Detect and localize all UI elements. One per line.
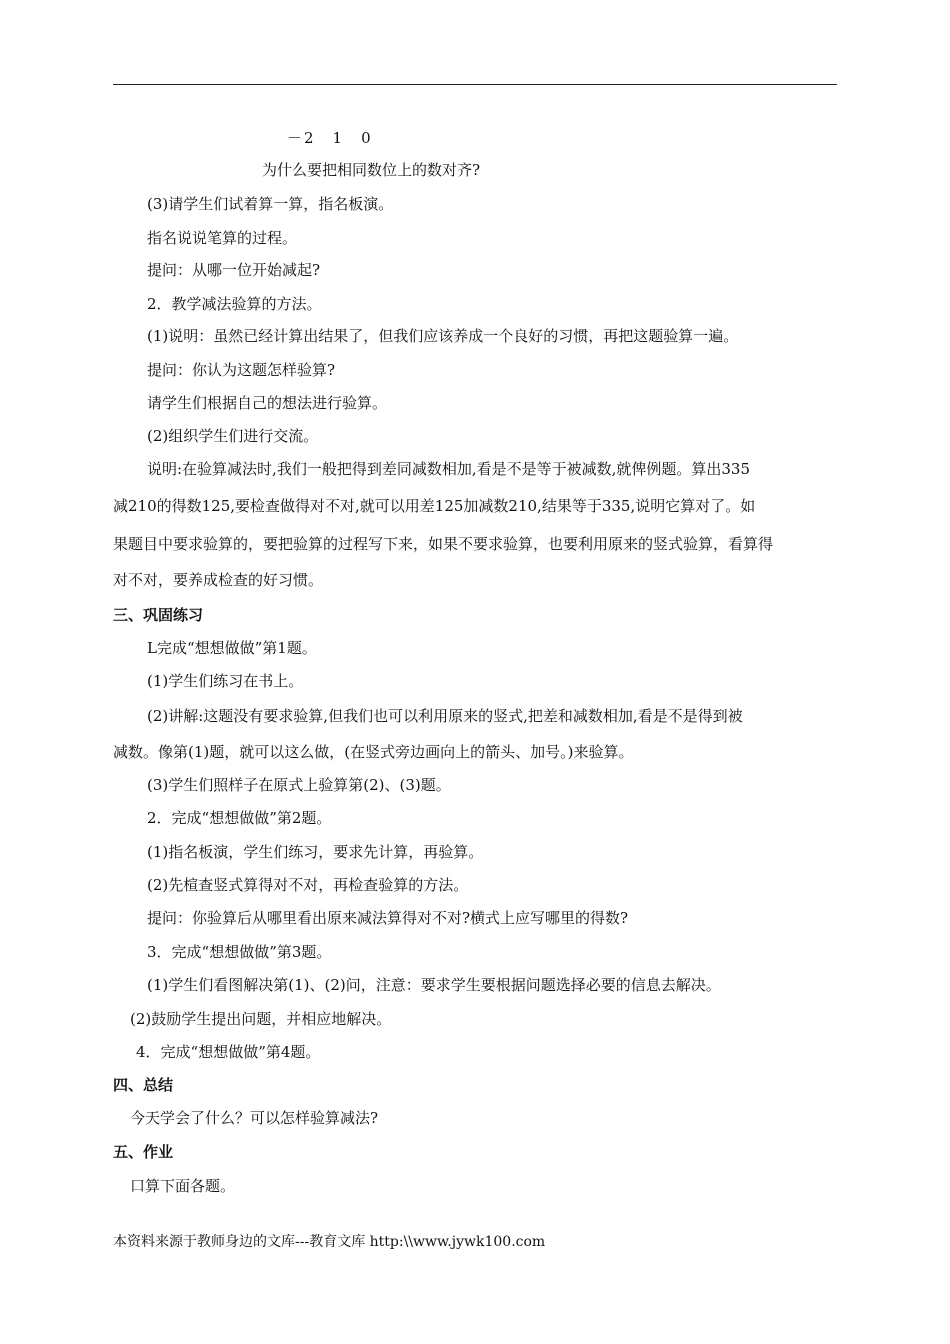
text-line: 提问：你认为这题怎样验算? — [147, 361, 336, 379]
text-line: 对不对，要养成检查的好习惯。 — [113, 571, 324, 589]
footer-source: 本资料来源于教师身边的文库---教育文库 http:\\www.jywk100.com — [113, 1234, 546, 1250]
text-line: 口算下面各题。 — [130, 1177, 236, 1195]
text-line: (2)讲解:这题没有要求验算,但我们也可以利用原来的竖式,把差和减数相加,看是不是得到被 — [147, 707, 743, 725]
text-line: 今天学会了什么？可以怎样验算减法? — [130, 1109, 379, 1127]
text-line: (2)组织学生们进行交流。 — [147, 427, 319, 445]
text-line: (2)先楦查竖式算得对不对，再检查验算的方法。 — [147, 876, 469, 894]
text-line: 减数。像第(1)题，就可以这么做，(在竖式旁边画向上的箭头、加号。)来验算。 — [113, 743, 634, 761]
text-line: 减210的得数125,要检查做得对不对,就可以用差125加减数210,结果等于335,说明它算对了。如 — [113, 497, 756, 515]
text-line: 指名说说笔算的过程。 — [147, 229, 298, 247]
section-heading-summary: 四、总结 — [113, 1076, 174, 1094]
text-line: (1)学生们练习在书上。 — [147, 672, 304, 690]
text-line: 提问：从哪一位开始减起? — [147, 261, 321, 279]
section-heading-homework: 五、作业 — [113, 1143, 174, 1161]
text-line: (2)鼓励学生提出问题，并相应地解决。 — [130, 1010, 392, 1028]
header-rule — [113, 84, 837, 85]
text-line: 2．教学减法验算的方法。 — [147, 295, 322, 313]
text-line: 提问：你验算后从哪里看出原来减法算得对不对?横式上应写哪里的得数? — [147, 909, 629, 927]
text-line: (3)请学生们试着算一算，指名板演。 — [147, 195, 394, 213]
text-line: L完成“想想做做”第1题。 — [147, 639, 317, 657]
text-line: 为什么要把相同数位上的数对齐? — [262, 161, 481, 179]
text-line: 4．完成“想想做做”第4题。 — [136, 1043, 321, 1061]
equation-line: －2 1 0 — [287, 129, 373, 147]
text-line: (1)学生们看图解决第(1)、(2)问，注意：要求学生要根据问题选择必要的信息去解决。 — [147, 976, 721, 994]
text-line: 2．完成“想想做做”第2题。 — [147, 809, 332, 827]
text-line: (1)指名板演，学生们练习，要求先计算，再验算。 — [147, 843, 484, 861]
text-line: (1)说明：虽然已经计算出结果了，但我们应该养成一个良好的习惯，再把这题验算一遍。 — [147, 327, 739, 345]
text-line: 3．完成“想想做做”第3题。 — [147, 943, 332, 961]
text-line: 说明:在验算减法时,我们一般把得到差同减数相加,看是不是等于被减数,就俾例题。算出335 — [147, 460, 750, 478]
text-line: 请学生们根据自己的想法进行验算。 — [147, 394, 388, 412]
text-line: (3)学生们照样子在原式上验算第(2)、(3)题。 — [147, 776, 451, 794]
text-line: 果题目中要求验算的，要把验算的过程写下来，如果不要求验算，也要利用原来的竖式验算，看算得 — [113, 535, 774, 553]
section-heading-practice: 三、巩固练习 — [113, 606, 204, 624]
